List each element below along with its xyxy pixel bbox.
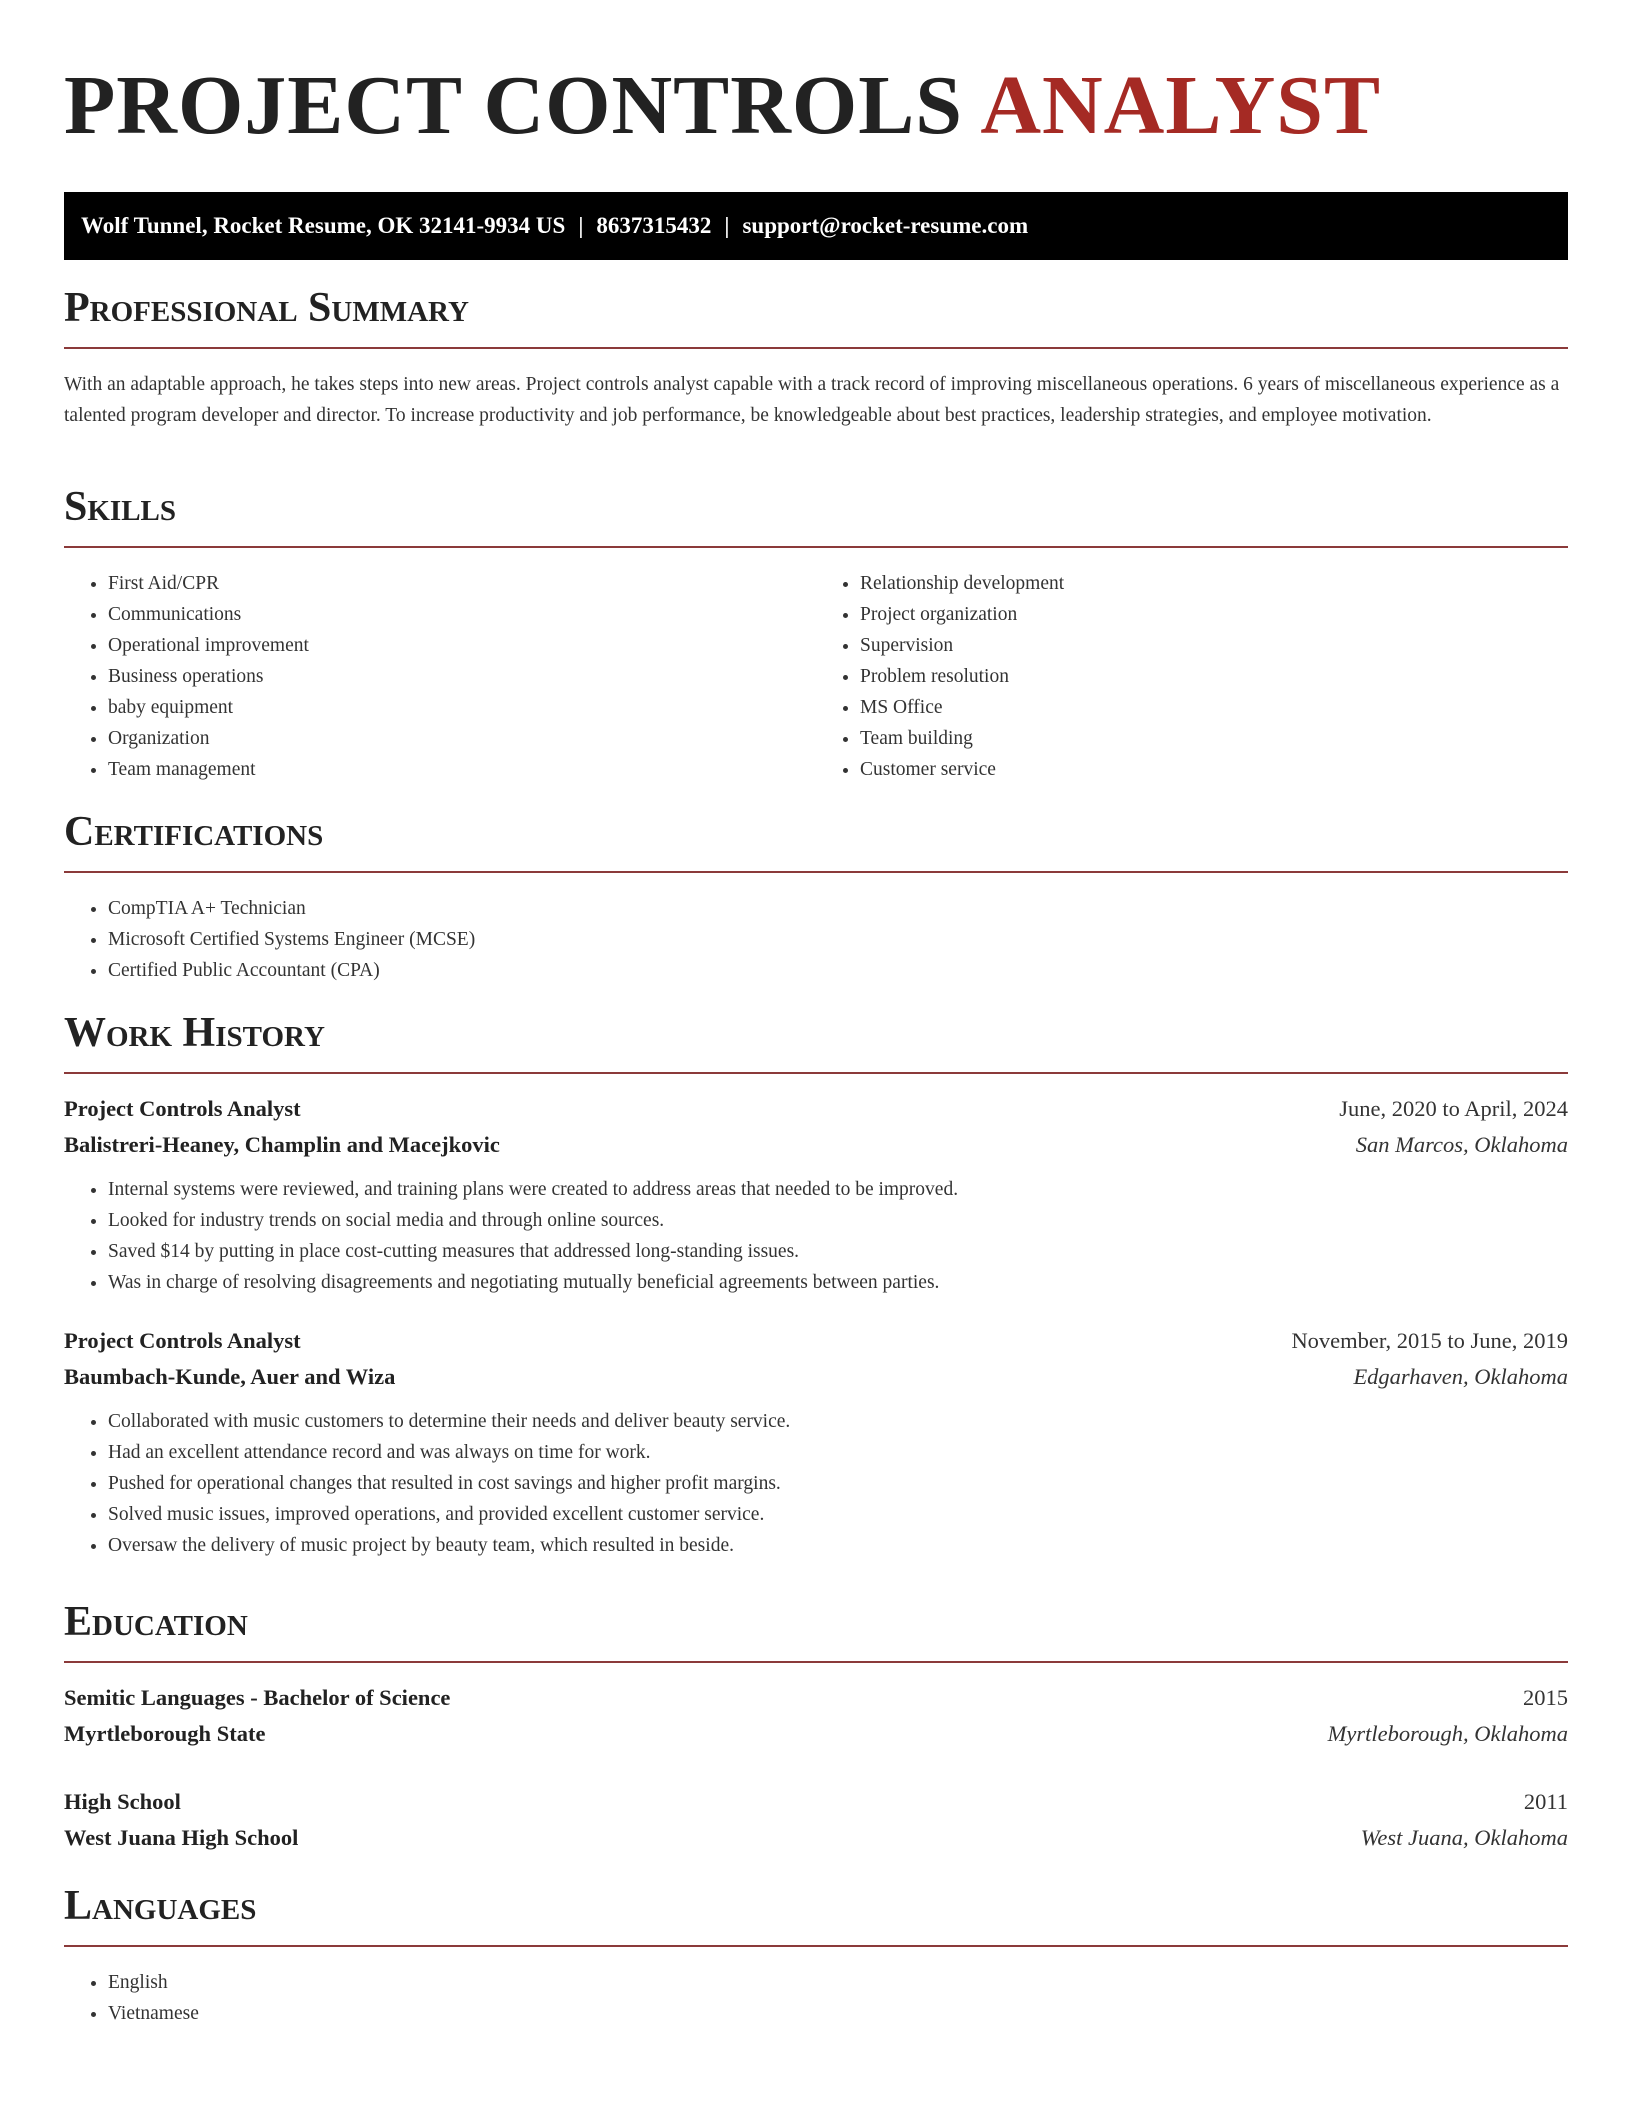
education-entry — [64, 1680, 1568, 1752]
contact-phone: 8637315432 — [596, 213, 712, 238]
section-heading-certifications: Certifications — [64, 807, 1568, 873]
education-school-row — [64, 1716, 1568, 1752]
skill-item: • First Aid/CPR — [108, 568, 816, 599]
skill-item: • Problem resolution — [860, 661, 1568, 692]
skill-item: • Operational improvement — [108, 630, 816, 661]
contact-separator: | — [578, 213, 584, 238]
job-bullet: • Internal systems were reviewed, and training plans were created to address areas that needed to be improved. — [108, 1174, 1568, 1205]
languages-list — [64, 1967, 1568, 2029]
job-location: Edgarhaven, Oklahoma — [1353, 1364, 1568, 1389]
education-year: 2015 — [1523, 1685, 1568, 1710]
education-degree: Semitic Languages - Bachelor of Science — [64, 1685, 451, 1710]
title-accent: ANALYST — [980, 59, 1382, 152]
job-company-row — [64, 1359, 1568, 1395]
contact-email: support@rocket-resume.com — [742, 213, 1029, 238]
job-bullet: • Solved music issues, improved operations, and provided excellent customer service. — [108, 1499, 1568, 1530]
skill-item: • Communications — [108, 599, 816, 630]
summary-section — [64, 283, 1568, 431]
job-company: Balistreri-Heaney, Champlin and Macejkovic — [64, 1132, 500, 1157]
job-header — [64, 1091, 1568, 1127]
skill-item: • MS Office — [860, 692, 1568, 723]
skills-columns — [64, 548, 1568, 785]
job-dates: June, 2020 to April, 2024 — [1339, 1096, 1568, 1121]
certifications-list — [64, 893, 1568, 986]
education-entry — [64, 1784, 1568, 1856]
skills-list-right — [816, 568, 1568, 785]
skill-item: • Team management — [108, 754, 816, 785]
job-company: Baumbach-Kunde, Auer and Wiza — [64, 1364, 396, 1389]
section-heading-education: Education — [64, 1597, 1568, 1663]
job-title: Project Controls Analyst — [64, 1096, 301, 1121]
certifications-section — [64, 807, 1568, 986]
work-history-section — [64, 1008, 1568, 1561]
job-header — [64, 1323, 1568, 1359]
education-section — [64, 1597, 1568, 1856]
certification-item: • Microsoft Certified Systems Engineer (MCSE) — [108, 924, 1568, 955]
summary-text: With an adaptable approach, he takes steps into new areas. Project controls analyst capable with a track record of improving miscellaneous operations. 6 years of miscellaneous experience as a talented program developer and director. To increase productivity and job performance, be knowledgeable about best practices, leadership strategies, and employee motivation. — [64, 374, 1560, 426]
education-school: Myrtleborough State — [64, 1721, 266, 1746]
job-bullets — [64, 1406, 1568, 1561]
languages-section — [64, 1881, 1568, 2029]
certification-item: • Certified Public Accountant (CPA) — [108, 955, 1568, 986]
education-school-row — [64, 1820, 1568, 1856]
contact-separator: | — [724, 213, 730, 238]
education-location: West Juana, Oklahoma — [1360, 1825, 1568, 1850]
certification-item: • CompTIA A+ Technician — [108, 893, 1568, 924]
skill-item: • Organization — [108, 723, 816, 754]
resume-title — [64, 0, 1568, 156]
job-location: San Marcos, Oklahoma — [1355, 1132, 1568, 1157]
job-bullet: • Had an excellent attendance record and was always on time for work. — [108, 1437, 1568, 1468]
job-bullet: • Was in charge of resolving disagreements and negotiating mutually beneficial agreements between parties. — [108, 1267, 1568, 1298]
job-bullet: • Looked for industry trends on social media and through online sources. — [108, 1205, 1568, 1236]
job-entry — [64, 1091, 1568, 1298]
job-bullets — [64, 1174, 1568, 1298]
education-header — [64, 1784, 1568, 1820]
job-dates: November, 2015 to June, 2019 — [1291, 1328, 1568, 1353]
job-bullet: • Saved $14 by putting in place cost-cutting measures that addressed long-standing issues. — [108, 1236, 1568, 1267]
skills-section — [64, 482, 1568, 785]
skill-item: • baby equipment — [108, 692, 816, 723]
section-heading-summary: Professional Summary — [64, 283, 1568, 349]
language-item: • English — [108, 1967, 1568, 1998]
skill-item: • Team building — [860, 723, 1568, 754]
section-heading-languages: Languages — [64, 1881, 1568, 1947]
skill-item: • Project organization — [860, 599, 1568, 630]
contact-address: Wolf Tunnel, Rocket Resume, OK 32141-9934 US — [81, 213, 566, 238]
skill-item: • Relationship development — [860, 568, 1568, 599]
education-header — [64, 1680, 1568, 1716]
skill-item: • Customer service — [860, 754, 1568, 785]
section-heading-skills: Skills — [64, 482, 1568, 548]
job-title: Project Controls Analyst — [64, 1328, 301, 1353]
education-degree: High School — [64, 1789, 181, 1814]
section-heading-work: Work History — [64, 1008, 1568, 1074]
title-main: PROJECT CONTROLS — [64, 59, 963, 152]
job-entry — [64, 1323, 1568, 1561]
language-item: • Vietnamese — [108, 1998, 1568, 2029]
education-location: Myrtleborough, Oklahoma — [1327, 1721, 1568, 1746]
job-bullet: • Oversaw the delivery of music project by beauty team, which resulted in beside. — [108, 1530, 1568, 1561]
education-year: 2011 — [1523, 1789, 1568, 1814]
job-company-row — [64, 1127, 1568, 1163]
education-school: West Juana High School — [64, 1825, 299, 1850]
job-bullet: • Pushed for operational changes that resulted in cost savings and higher profit margins. — [108, 1468, 1568, 1499]
job-bullet: • Collaborated with music customers to determine their needs and deliver beauty service. — [108, 1406, 1568, 1437]
skill-item: • Business operations — [108, 661, 816, 692]
skills-list-left — [64, 568, 816, 785]
contact-bar — [64, 192, 1568, 260]
skill-item: • Supervision — [860, 630, 1568, 661]
